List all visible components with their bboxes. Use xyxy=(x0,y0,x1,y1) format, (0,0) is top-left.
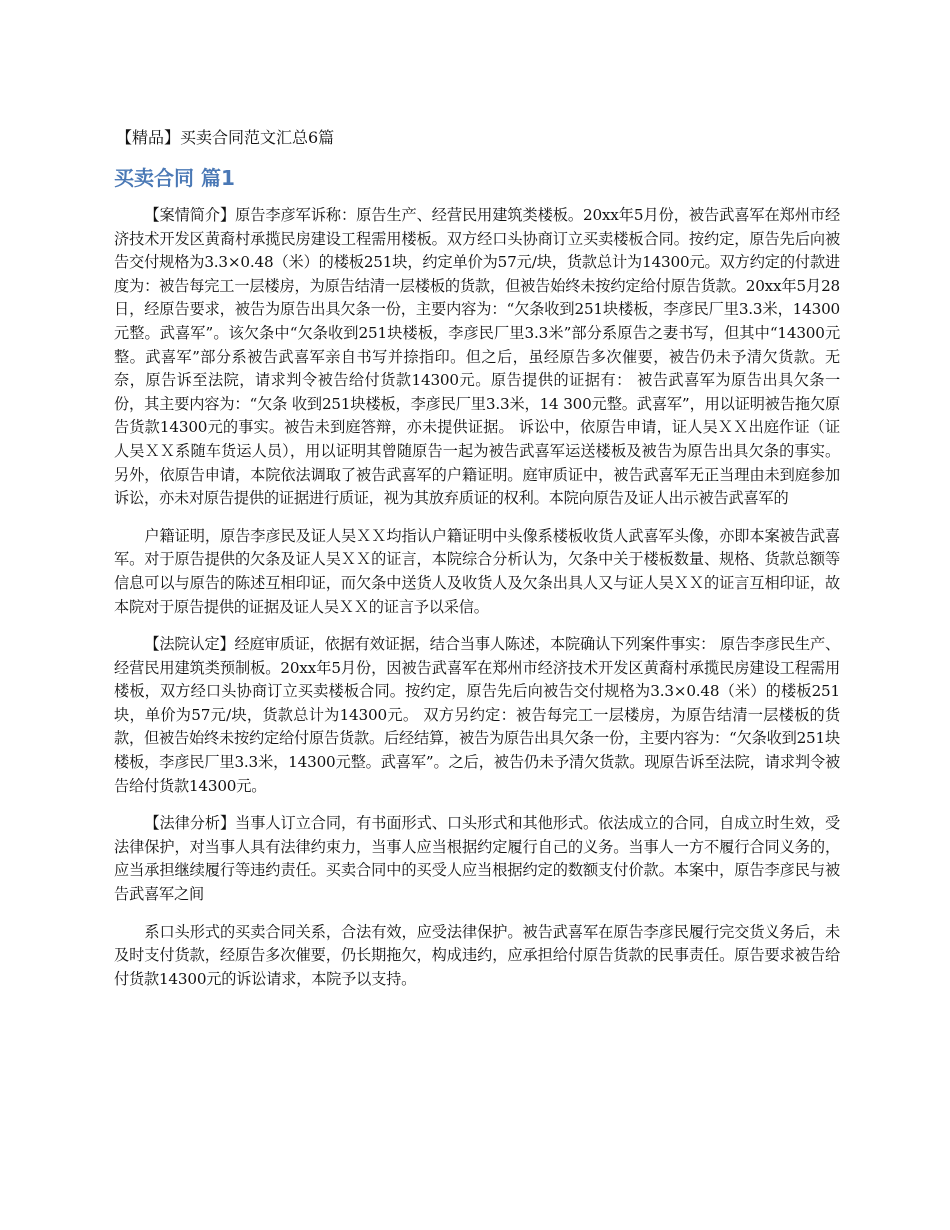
paragraph-evidence-review: 户籍证明，原告李彦民及证人吴ＸＸ均指认户籍证明中头像系楼板收货人武喜军头像，亦即本案被告武喜军。对于原告提供的欠条及证人吴ＸＸ的证言，本院综合分析认为，欠条中关于楼板数量、规格、货款总额等信息可以与原告的陈述互相印证，而欠条中送货人及收货人及欠条出具人又与证人吴ＸＸ的证言互相印证，故本院对于原告提供的证据及证人吴ＸＸ的证言予以采信。 xyxy=(114,526,840,616)
paragraph-court-findings: 【法院认定】经庭审质证，依据有效证据，结合当事人陈述，本院确认下列案件事实： 原告李彦民生产、经营民用建筑类预制板。20xx年5月份，因被告武喜军在郑州市经济技术开发区黄裔村承揽民房建设工程需用楼板，双方经口头协商订立买卖楼板合同。按约定，原告先后向被告交付规格为3.3×0.48（米）的楼板251块，单价为57元/块，货款总计为14300元。 双方另约定：被告每完工一层楼房，为原告结清一层楼板的货款，但被告始终未按约定给付原告货款。后经结算，被告为原告出具欠条一份，主要内容为：“欠条收到251块楼板，李彦民厂里3.3米，14300元整。武喜军”。之后，被告仍未予清欠货款。现原告诉至法院，请求判令被告给付货款14300元。 xyxy=(114,635,840,795)
paragraph-legal-analysis: 【法律分析】当事人订立合同，有书面形式、口头形式和其他形式。依法成立的合同，自成立时生效，受法律保护，对当事人具有法律约束力，当事人应当根据约定履行自己的义务。当事人一方不履行合同义务的，应当承担继续履行等违约责任。买卖合同中的买受人应当根据约定的数额支付价款。本案中，原告李彦民与被告武喜军之间 xyxy=(114,814,840,904)
document-body xyxy=(114,204,840,991)
paragraph-case-summary: 【案情简介】原告李彦军诉称：原告生产、经营民用建筑类楼板。20xx年5月份，被告武喜军在郑州市经济技术开发区黄裔村承揽民房建设工程需用楼板。双方经口头协商订立买卖楼板合同。按约定，原告先后向被告交付规格为3.3×0.48（米）的楼板251块，约定单价为57元/块，货款总计为14300元。双方约定的付款进度为：被告每完工一层楼房，为原告结清一层楼板的货款，但被告始终未按约定给付原告货款。20xx年5月28日，经原告要求，被告为原告出具欠条一份，主要内容为：“欠条收到251块楼板，李彦民厂里3.3米，14300元整。武喜军”。该欠条中“欠条收到251块楼板，李彦民厂里3.3米”部分系原告之妻书写，但其中“14300元整。武喜军”部分系被告武喜军亲自书写并捺指印。但之后，虽经原告多次催要，被告仍未予清欠货款。无奈，原告诉至法院，请求判令被告给付货款14300元。原告提供的证据有： 被告武喜军为原告出具欠条一份，其主要内容为：“欠条 收到251块楼板，李彦民厂里3.3米，14 300元整。武喜军”，用以证明被告拖欠原告货款14300元的事实。被告未到庭答辩，亦未提供证据。 诉讼中，依原告申请，证人吴ＸＸ出庭作证（证人吴ＸＸ系随车货运人员），用以证明其曾随原告一起为被告武喜军运送楼板及被告为原告出具欠条的事实。另外，依原告申请，本院依法调取了被告武喜军的户籍证明。庭审质证中，被告武喜军无正当理由未到庭参加诉讼，亦未对原告提供的证据进行质证，视为其放弃质证的权利。本院向原告及证人出示被告武喜军的 xyxy=(114,206,840,508)
paragraph-conclusion: 系口头形式的买卖合同关系，合法有效，应受法律保护。被告武喜军在原告李彦民履行完交货义务后，未及时支付货款，经原告多次催要，仍长期拖欠，构成违约，应承担给付原告货款的民事责任。原告要求被告给付货款14300元的诉讼请求，本院予以支持。 xyxy=(114,922,840,988)
document-title: 【精品】买卖合同范文汇总6篇 xyxy=(116,128,335,147)
section-heading: 买卖合同 篇1 xyxy=(114,166,235,190)
